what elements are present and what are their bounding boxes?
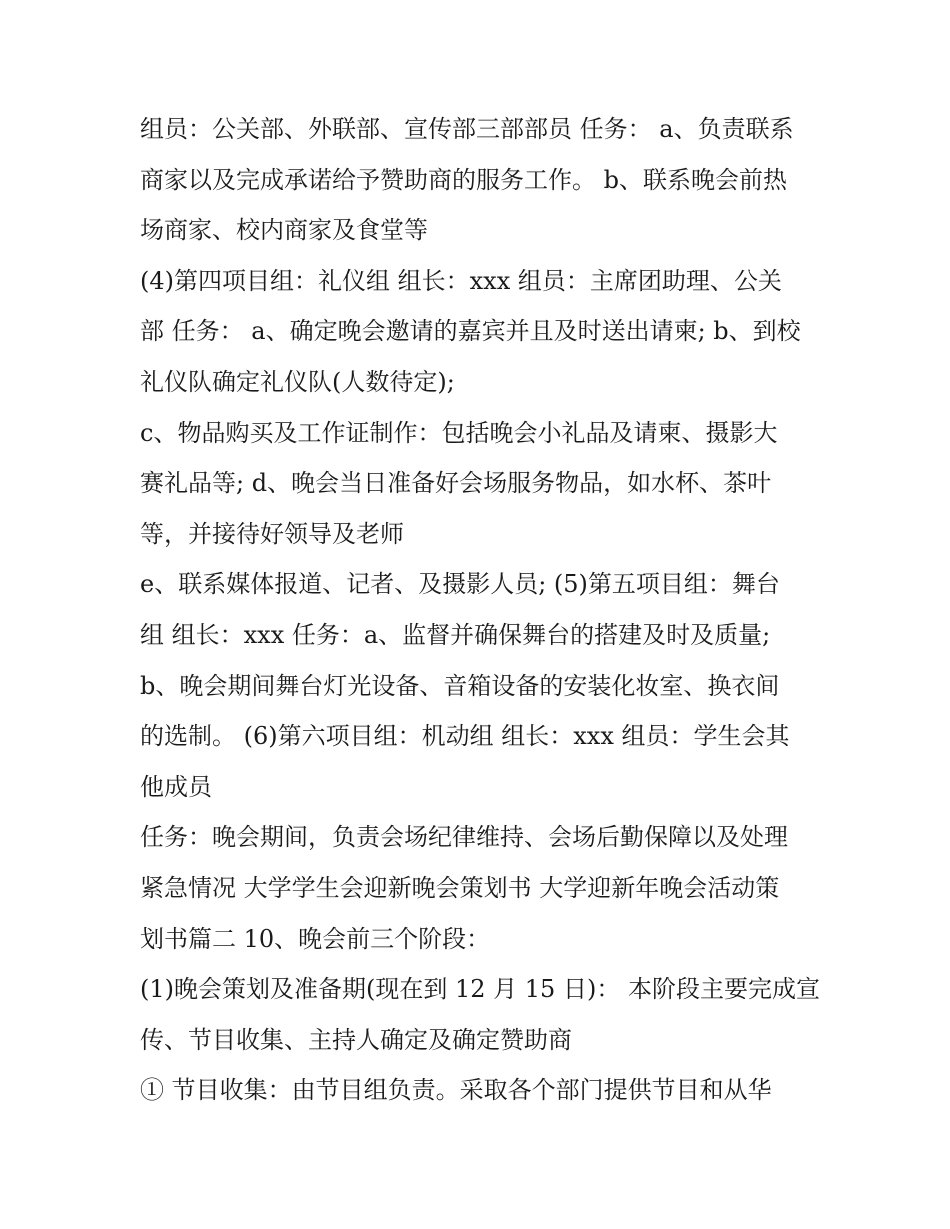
text-line: 划书篇二 10、晚会前三个阶段：	[140, 924, 491, 953]
text-line: 组员：公关部、外联部、宣传部三部部员 任务： a、负责联系	[140, 115, 794, 143]
text-line: (4)第四项目组：礼仪组 组长：xxx 组员：主席团助理、公关	[140, 266, 782, 295]
text-line: 商家以及完成承诺给予赞助商的服务工作。 b、联系晚会前热	[140, 165, 787, 194]
text-line: (1)晚会策划及准备期(现在到 12 月 15 日)： 本阶段主要完成宣	[140, 975, 820, 1004]
text-line: 组 组长：xxx 任务：a、监督并确保舞台的搭建及时及质量;	[140, 620, 771, 649]
text-line: 任务：晚会期间，负责会场纪律维持、会场后勤保障以及处理	[140, 823, 788, 852]
text-line: 场商家、校内商家及食堂等	[140, 216, 428, 245]
text-line: 赛礼品等; d、晚会当日准备好会场服务物品，如水杯、茶叶	[140, 469, 772, 498]
text-line: 部 任务： a、确定晚会邀请的嘉宾并且及时送出请柬; b、到校	[140, 317, 801, 346]
text-line: c、物品购买及工作证制作：包括晚会小礼品及请柬、摄影大	[140, 418, 778, 447]
document-body	[140, 104, 820, 1116]
text-line: 紧急情况 大学学生会迎新晚会策划书 大学迎新年晚会活动策	[140, 873, 780, 902]
text-line: 的选制。 (6)第六项目组：机动组 组长：xxx 组员：学生会其	[140, 722, 790, 751]
text-line: 等，并接待好领导及老师	[140, 519, 404, 548]
text-line: ① 节目收集：由节目组负责。采取各个部门提供节目和从华	[140, 1076, 772, 1105]
text-line: 礼仪队确定礼仪队(人数待定);	[140, 367, 455, 396]
text-line: b、晚会期间舞台灯光设备、音箱设备的安装化妆室、换衣间	[140, 671, 780, 700]
text-line: e、联系媒体报道、记者、及摄影人员; (5)第五项目组：舞台	[140, 570, 780, 599]
text-line: 他成员	[140, 772, 212, 801]
text-line: 传、节目收集、主持人确定及确定赞助商	[140, 1025, 572, 1054]
